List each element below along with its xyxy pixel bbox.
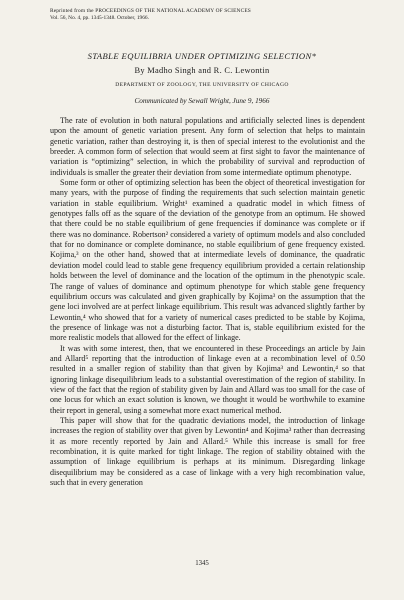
reprint-line-2: Vol. 56, No. 4, pp. 1345-1348. October, 1966. [50, 15, 149, 21]
author-line: By Madho Singh and R. C. Lewontin [134, 66, 270, 75]
paragraph: Some form or other of optimizing selection has been the object of theoretical investigation for many years, with the purpose of finding the requirements that such selection maintain genetic variation in stable equilibrium. Wright¹ examined a quadratic model in which fitness of genotypes falls off as the square of the deviation of the genotype from an optimum. He showed that there could be no stable equilibrium of gene frequencies if dominance was complete or if there was no dominance. Robertson² considered a variety of optimum models and also concluded that for no dominance or complete dominance, no stable equilibrium of gene frequency existed. Kojima,³ on the other hand, showed that at intermediate levels of dominance, the quadratic deviation model could lead to stable gene frequency equilibrium provided a certain relationship holds between the level of dominance and the location of the optimum in the phenotypic scale. The range of values of dominance and optimum phenotype for which stable gene frequency equilibrium occurs was calculated and given graphically by Kojima³ on the assumption that the gene loci involved are at perfect linkage equilibrium. This result was advanced slightly farther by Lewontin,⁴ who showed that for a variety of numerical cases predicted to be stable by Kojima, the presence of linkage was not a disturbing factor. That is, stable equilibrium existed for the more realistic models that allowed for the effect of linkage. [50, 178, 365, 343]
paragraph: This paper will show that for the quadratic deviations model, the introduction of linkage increases the region of stability over that given by Lewontin⁴ and Kojima³ rather than decreasing it as more recently reported by Jain and Allard.⁵ While this increase is small for free recombination, it is quite marked for tight linkage. The region of stability obtained with the assumption of linkage equilibrium is perhaps at its minimum. Disregarding linkage disequilibrium may be considered as a case of linkage with a very high recombination value, such that in every generation [50, 415, 365, 488]
paragraph: It was with some interest, then, that we encountered in these Proceedings an article by Jain and Allard⁵ reporting that the introduction of linkage even at a recombination level of 0.50 resulted in a smaller region of stability than that given by Kojima³ and Lewontin,⁴ so that ignoring linkage disequilibrium leads to a substantial overestimation of the region of stability. In view of the fact that the region of stability given by Jain and Allard was too small for the case of one locus for which an exact solution is known, we thought it would be worthwhile to examine their report in general, using a somewhat more exact numerical method. [50, 343, 365, 415]
communicated-by: Communicated by Sewall Wright, June 9, 1966 [134, 97, 270, 105]
reprint-line-1: Reprinted from the PROCEEDINGS OF THE NATIONAL ACADEMY OF SCIENCES [50, 8, 251, 14]
page-number: 1345 [195, 560, 209, 567]
affiliation: DEPARTMENT OF ZOOLOGY, THE UNIVERSITY OF CHICAGO [115, 82, 289, 88]
reprint-notice [50, 8, 251, 22]
paper-title: STABLE EQUILIBRIA UNDER OPTIMIZING SELECTION* [87, 51, 317, 61]
paragraph: The rate of evolution in both natural populations and artificially selected lines is dependent upon the amount of genetic variation present. Any form of selection that helps to maintain genetic variation, rather than destroying it, is then of special interest to the evolutionist and the breeder. A common form of selection that would seem at first sight to favor the maintenance of variation is “optimizing” selection, in which the probability of survival and reproduction of individuals is smaller the greater their deviation from some intermediate optimum phenotype. [50, 116, 365, 177]
body-text [50, 116, 365, 488]
